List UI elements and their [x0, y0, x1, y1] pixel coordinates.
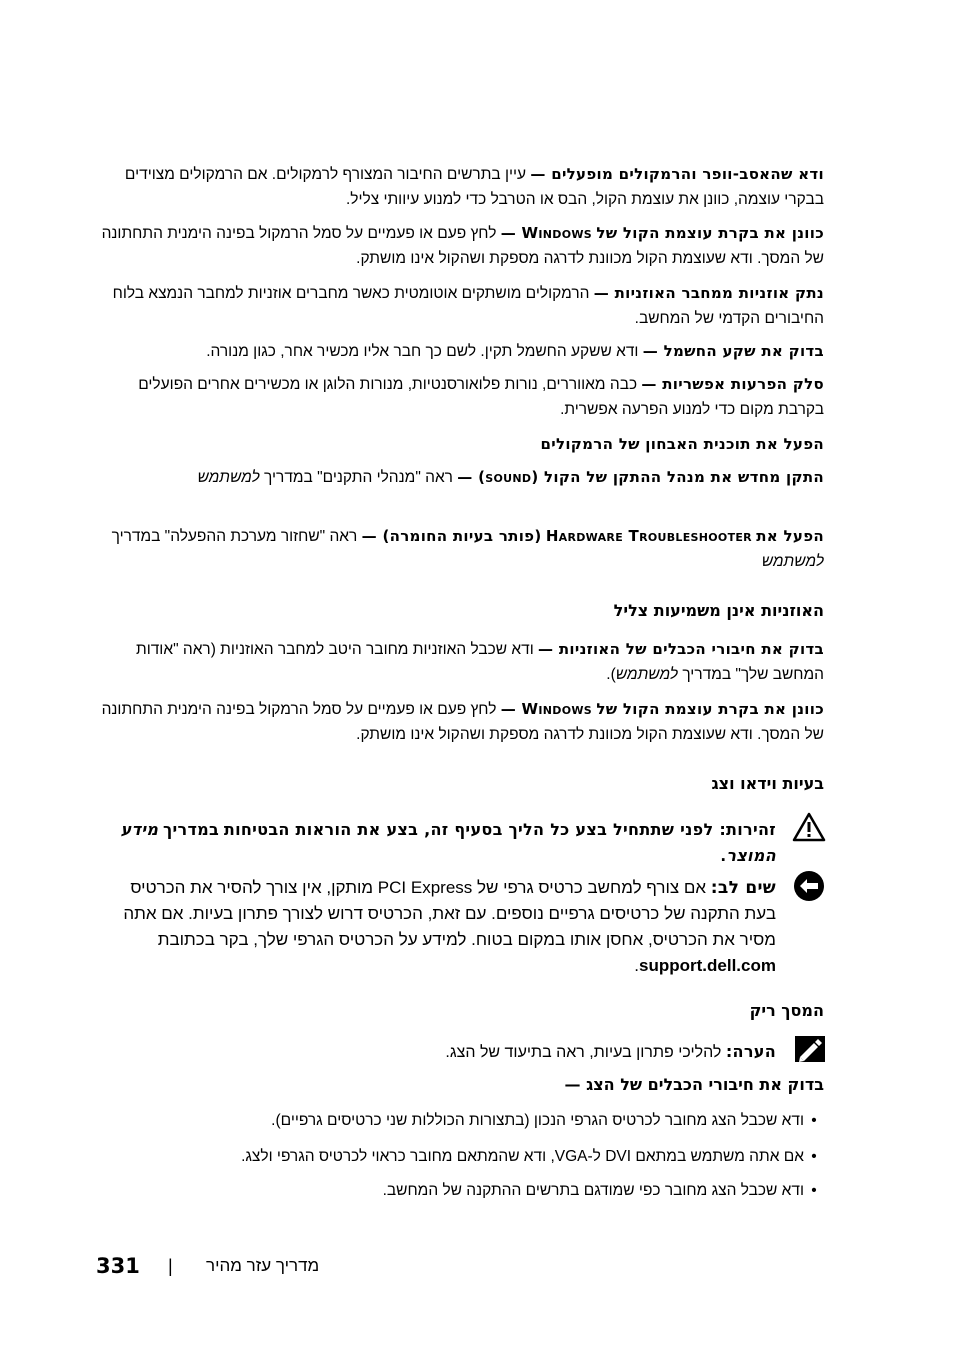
headphone-unplug-paragraph: נתק אוזניות ממחבר האוזניות — הרמקולים מושתקים אוטומטית כאשר מחברים אוזניות למחבר הנמצא בלוח החיבורים הקדמי של המחשב.: [112, 284, 824, 327]
volume-bold: כוונן את בקרת עוצמת הקול של: [596, 224, 824, 242]
page-number: 331: [96, 1254, 140, 1278]
check-monitor-cable-heading: בדוק את חיבורי הכבלים של הצג —: [564, 1075, 824, 1094]
notice-icon: [792, 870, 826, 902]
headphones-heading: האוזניות אינן משמיעות צליל: [613, 601, 824, 620]
speaker-diagnostic-paragraph: הפעל את תוכנית האבחון של הרמקולים: [540, 435, 824, 453]
notice-text: שים לב: אם צורף למחשב כרטיס גרפי של PCI Express מותקן, אין צורך להסיר את הכרטיס בעת התקנה של כרטיסים גרפיים נוספים. עם זאת, הכרטיס דרוש לצורך פתרון בעיות. אם אתה מסיר את הכרטיס, אחסן אותו במקום בטוח. למידע על הכרטיס הגרפי שלך, בקר בכתובת support.dell.com.: [123, 878, 776, 975]
blank-screen-heading: המסך ריק: [749, 1001, 824, 1020]
volume-paragraph: כוונן את בקרת עוצמת הקול של Windows — לחץ פעם או פעמיים על סמל הרמקול בפינה הימנית התחתונה של המסך. ודא שעוצמת הקול מכוונת לדרגה מספקת ושהקול אינו מושתק.: [101, 224, 824, 267]
video-heading: בעיות וידאו וצג: [711, 774, 824, 793]
subwoofer-text: עיין בתרשים החיבור המצורף לרמקולים. אם הרמקולים מצוידים בבקרי עוצמה, כוונן את עוצמת הקול, הבס או הטרבל כדי למנוע עיוותי צליל.: [124, 166, 824, 208]
page-footer: [96, 1254, 346, 1284]
headphone-volume-paragraph: כוונן את בקרת עוצמת הקול של Windows — לחץ פעם או פעמיים על סמל הרמקול בפינה הימנית התחתונה של המסך. ודא שעוצמת הקול מכוונת לדרגה מספקת ושהקול אינו מושתק.: [101, 700, 824, 743]
hw-troubleshooter-paragraph: הפעל את Hardware Troubleshooter (פותר בעיות החומרה) — ראה "שחזור מערכת ההפעלה" במדריך למשתמש: [111, 527, 824, 570]
footer-title: מדריך עזר מהיר: [206, 1256, 320, 1275]
warning-icon: [792, 812, 826, 844]
list-item: •ודא שכבל הצג מחובר כפי שמודגם בתרשים ההתקנה של המחשב.: [382, 1182, 817, 1199]
warning-text: זהירות: לפני שתתחיל בצע כל הליך בסעיף זה, בצע את הוראות הבטיחות במדריך מידע המוצר.: [120, 820, 776, 865]
interference-paragraph: סלק הפרעות אפשריות — כבה מאווררים, נורות פלואורסנטיות, מנורות הלוגן או מכשירים אחרים הפועלים בקרבת מקום כדי למנוע הפרעה אפשרית.: [138, 375, 824, 418]
support-link[interactable]: support.dell.com: [639, 956, 776, 975]
subwoofer-paragraph: [94, 162, 824, 212]
subwoofer-bold: ודא שהאסב-וופר והרמקולים מופעלים —: [530, 165, 824, 183]
volume-text: לחץ פעם או פעמיים על סמל הרמקול בפינה הימנית התחתונה של המסך. ודא שעוצמת הקול מכוונת לדרגה מספקת ושהקול אינו מושתק.: [101, 225, 824, 267]
windows-term: Windows: [521, 224, 593, 242]
sound-driver-paragraph: התקן מחדש את מנהל ההתקן של הקול (sound) — ראה "מנהלי התקנים" במדריך למשתמש: [197, 468, 824, 486]
headphone-cable-paragraph: בדוק את חיבורי הכבלים של האוזניות — ודא שכבל האוזניות מחובר היטב למחבר האוזניות (ראה "אודות המחשב שלך" במדריך למשתמש).: [135, 640, 824, 683]
list-item: •אם אתה משתמש במתאם DVI ל-VGA, ודא שהמתאם מחובר כראוי לכרטיס הגרפי ולצג.: [241, 1148, 817, 1165]
note-pencil-icon: [794, 1035, 826, 1063]
footer-separator: |: [168, 1256, 173, 1276]
outlet-paragraph: בדוק את שקע החשמל — ודא ששקע החשמל תקין. לשם כך חבר אליו מכשיר אחר, כגון מנורה.: [206, 342, 824, 360]
blank-note-text: הערה: להליכי פתרון בעיות, ראה בתיעוד של הצג.: [445, 1042, 776, 1061]
list-item: •ודא שכבל הצג מחובר לכרטיס הגרפי הנכון (בתצורות הכוללות שני כרטיסים גרפיים).: [271, 1112, 817, 1129]
